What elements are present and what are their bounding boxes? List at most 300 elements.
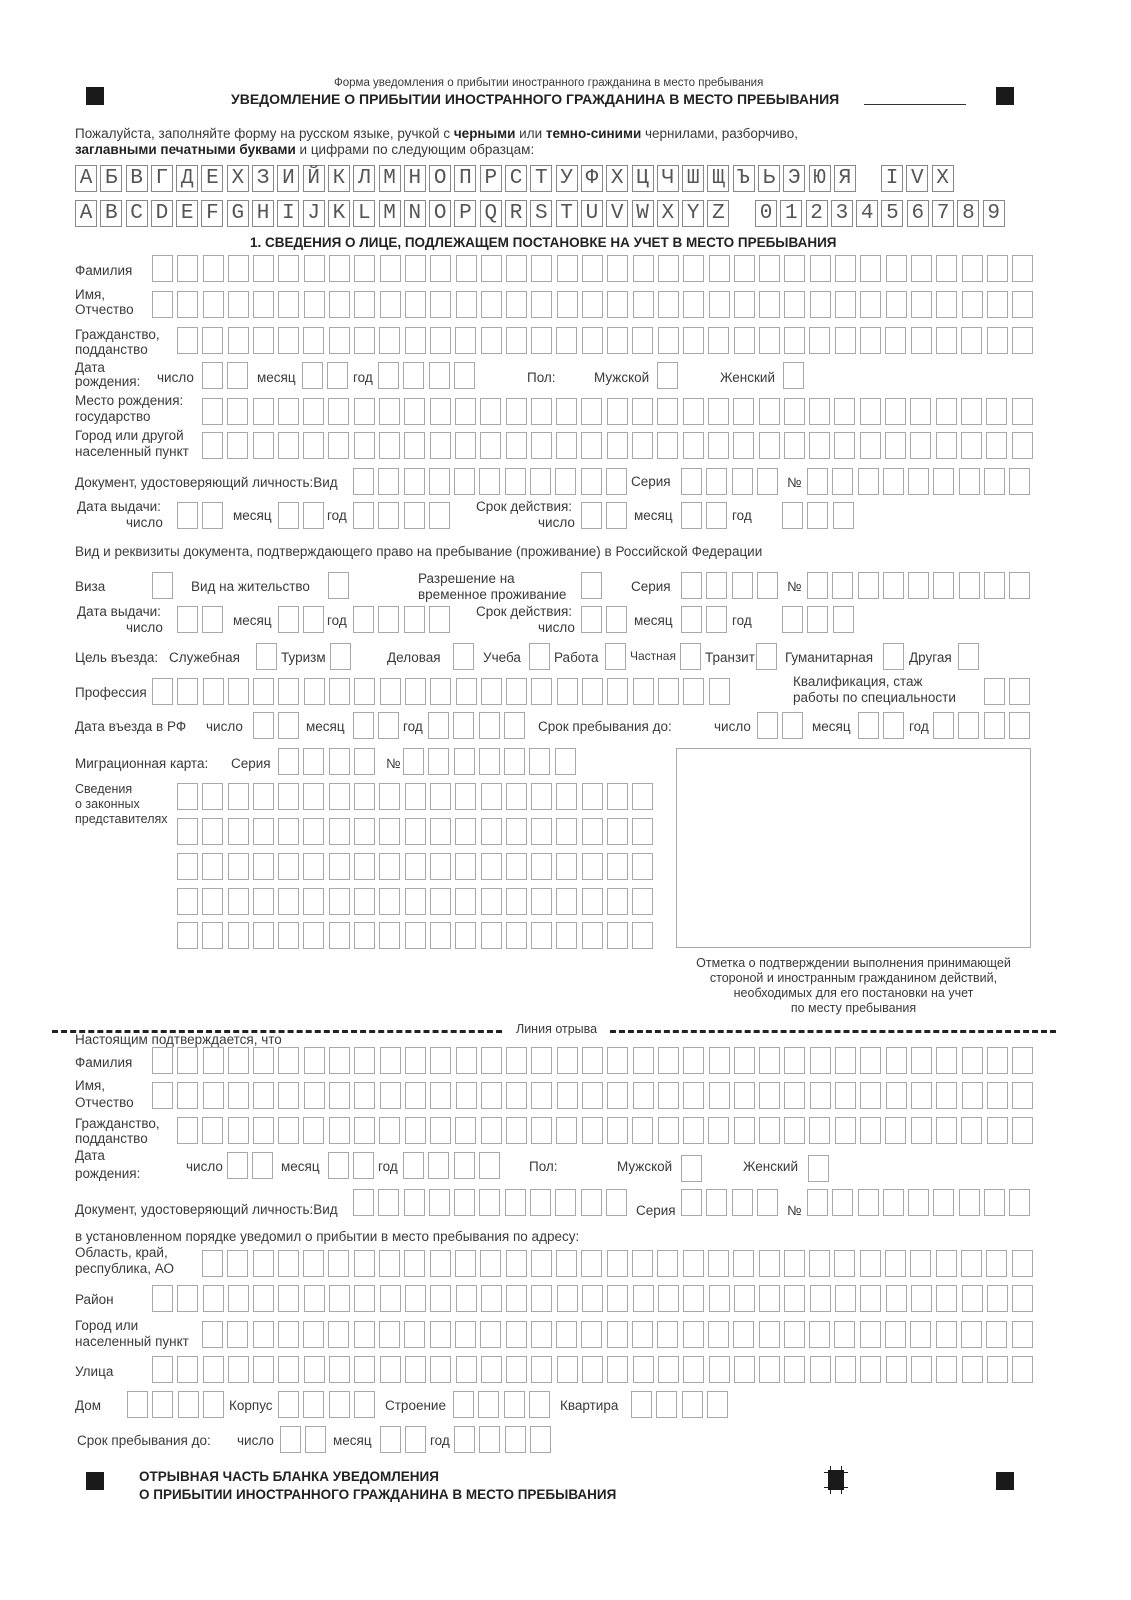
char-cell[interactable]: [278, 255, 299, 282]
char-cell[interactable]: [430, 255, 451, 282]
char-cell[interactable]: [303, 398, 324, 425]
char-cell[interactable]: [681, 502, 702, 529]
char-cell[interactable]: [405, 853, 426, 880]
char-cell[interactable]: [380, 1047, 401, 1074]
char-cell[interactable]: [607, 888, 628, 915]
char-cell[interactable]: [378, 1189, 399, 1216]
char-cell[interactable]: [253, 1285, 274, 1312]
char-cell[interactable]: [504, 1391, 525, 1418]
char-cell[interactable]: [1012, 255, 1033, 282]
char-cell[interactable]: [531, 888, 552, 915]
char-cell[interactable]: [228, 818, 249, 845]
char-cell[interactable]: [177, 1047, 198, 1074]
char-cell[interactable]: [784, 1250, 805, 1277]
char-cell[interactable]: [256, 643, 277, 670]
char-cell[interactable]: [734, 1117, 755, 1144]
char-cell[interactable]: [683, 1047, 704, 1074]
char-cell[interactable]: [987, 1285, 1008, 1312]
char-cell[interactable]: [278, 432, 299, 459]
char-cell[interactable]: [555, 1189, 576, 1216]
char-cell[interactable]: [504, 712, 525, 739]
char-cell[interactable]: [253, 853, 274, 880]
char-cell[interactable]: [683, 1356, 704, 1383]
residence-permit-checkbox[interactable]: [328, 572, 353, 599]
char-cell[interactable]: [557, 1356, 578, 1383]
char-cell[interactable]: [378, 606, 399, 633]
char-cell[interactable]: [454, 468, 475, 495]
char-cell[interactable]: [228, 1285, 249, 1312]
char-cell[interactable]: [278, 1285, 299, 1312]
tear-name-field[interactable]: [152, 1082, 1037, 1109]
char-cell[interactable]: [178, 1391, 199, 1418]
tear-dob-day-field[interactable]: [227, 1152, 278, 1179]
char-cell[interactable]: [784, 432, 805, 459]
char-cell[interactable]: [984, 572, 1005, 599]
char-cell[interactable]: [633, 291, 654, 318]
char-cell[interactable]: [936, 1356, 957, 1383]
char-cell[interactable]: [379, 853, 400, 880]
char-cell[interactable]: [177, 255, 198, 282]
char-cell[interactable]: [1012, 1285, 1033, 1312]
char-cell[interactable]: [202, 1250, 223, 1277]
char-cell[interactable]: [658, 1117, 679, 1144]
char-cell[interactable]: [405, 1285, 426, 1312]
char-cell[interactable]: [885, 327, 906, 354]
char-cell[interactable]: [227, 398, 248, 425]
char-cell[interactable]: [378, 712, 399, 739]
char-cell[interactable]: [329, 1047, 350, 1074]
char-cell[interactable]: [453, 712, 474, 739]
purpose-humanitarian-checkbox[interactable]: [883, 643, 908, 670]
char-cell[interactable]: [1012, 1082, 1033, 1109]
char-cell[interactable]: [253, 818, 274, 845]
char-cell[interactable]: [329, 678, 350, 705]
char-cell[interactable]: [706, 468, 727, 495]
legal-rep-field-4[interactable]: [177, 888, 658, 915]
migration-card-number-field[interactable]: [403, 748, 580, 775]
char-cell[interactable]: [456, 1356, 477, 1383]
apartment-field[interactable]: [631, 1391, 732, 1418]
char-cell[interactable]: [455, 1250, 476, 1277]
char-cell[interactable]: [228, 853, 249, 880]
char-cell[interactable]: [883, 572, 904, 599]
char-cell[interactable]: [709, 255, 730, 282]
char-cell[interactable]: [886, 255, 907, 282]
char-cell[interactable]: [987, 1356, 1008, 1383]
char-cell[interactable]: [681, 468, 702, 495]
res-issue-day-field[interactable]: [177, 606, 228, 633]
city-field[interactable]: [202, 1321, 1037, 1348]
char-cell[interactable]: [1009, 468, 1030, 495]
char-cell[interactable]: [354, 1082, 375, 1109]
char-cell[interactable]: [1012, 327, 1033, 354]
char-cell[interactable]: [227, 1321, 248, 1348]
char-cell[interactable]: [506, 1047, 527, 1074]
char-cell[interactable]: [936, 1285, 957, 1312]
char-cell[interactable]: [278, 1117, 299, 1144]
char-cell[interactable]: [278, 502, 299, 529]
char-cell[interactable]: [430, 783, 451, 810]
char-cell[interactable]: [479, 1426, 500, 1453]
char-cell[interactable]: [253, 1356, 274, 1383]
char-cell[interactable]: [278, 712, 299, 739]
char-cell[interactable]: [379, 783, 400, 810]
char-cell[interactable]: [784, 1047, 805, 1074]
char-cell[interactable]: [203, 1391, 224, 1418]
char-cell[interactable]: [430, 888, 451, 915]
char-cell[interactable]: [380, 1426, 401, 1453]
tear-stay-month-field[interactable]: [380, 1426, 431, 1453]
char-cell[interactable]: [581, 572, 602, 599]
char-cell[interactable]: [379, 327, 400, 354]
char-cell[interactable]: [278, 783, 299, 810]
char-cell[interactable]: [607, 853, 628, 880]
char-cell[interactable]: [228, 1117, 249, 1144]
char-cell[interactable]: [961, 1250, 982, 1277]
char-cell[interactable]: [531, 922, 552, 949]
char-cell[interactable]: [883, 643, 904, 670]
char-cell[interactable]: [657, 432, 678, 459]
char-cell[interactable]: [202, 502, 223, 529]
char-cell[interactable]: [405, 888, 426, 915]
char-cell[interactable]: [278, 1082, 299, 1109]
building-field[interactable]: [278, 1391, 379, 1418]
char-cell[interactable]: [455, 1117, 476, 1144]
char-cell[interactable]: [303, 888, 324, 915]
char-cell[interactable]: [582, 1117, 603, 1144]
char-cell[interactable]: [228, 678, 249, 705]
char-cell[interactable]: [607, 818, 628, 845]
char-cell[interactable]: [807, 606, 828, 633]
char-cell[interactable]: [228, 291, 249, 318]
char-cell[interactable]: [632, 922, 653, 949]
char-cell[interactable]: [531, 291, 552, 318]
char-cell[interactable]: [556, 853, 577, 880]
char-cell[interactable]: [835, 1285, 856, 1312]
char-cell[interactable]: [962, 255, 983, 282]
char-cell[interactable]: [860, 327, 881, 354]
char-cell[interactable]: [581, 502, 602, 529]
char-cell[interactable]: [531, 398, 552, 425]
tear-id-type-field[interactable]: [353, 1189, 631, 1216]
char-cell[interactable]: [456, 1047, 477, 1074]
char-cell[interactable]: [203, 255, 224, 282]
char-cell[interactable]: [556, 818, 577, 845]
char-cell[interactable]: [1012, 398, 1033, 425]
char-cell[interactable]: [278, 818, 299, 845]
char-cell[interactable]: [228, 1356, 249, 1383]
char-cell[interactable]: [278, 853, 299, 880]
char-cell[interactable]: [908, 468, 929, 495]
char-cell[interactable]: [404, 432, 425, 459]
char-cell[interactable]: [910, 1321, 931, 1348]
birthplace-city-field[interactable]: [202, 432, 1037, 459]
stay-year-field[interactable]: [933, 712, 1034, 739]
char-cell[interactable]: [1012, 1047, 1033, 1074]
house-field[interactable]: [127, 1391, 228, 1418]
char-cell[interactable]: [709, 1356, 730, 1383]
char-cell[interactable]: [683, 327, 704, 354]
char-cell[interactable]: [709, 1285, 730, 1312]
char-cell[interactable]: [531, 1250, 552, 1277]
char-cell[interactable]: [404, 398, 425, 425]
char-cell[interactable]: [911, 1356, 932, 1383]
char-cell[interactable]: [329, 1082, 350, 1109]
char-cell[interactable]: [253, 678, 274, 705]
char-cell[interactable]: [227, 1250, 248, 1277]
char-cell[interactable]: [632, 1250, 653, 1277]
char-cell[interactable]: [278, 1250, 299, 1277]
char-cell[interactable]: [379, 1117, 400, 1144]
char-cell[interactable]: [681, 1155, 702, 1182]
char-cell[interactable]: [479, 1152, 500, 1179]
char-cell[interactable]: [582, 888, 603, 915]
char-cell[interactable]: [379, 1321, 400, 1348]
char-cell[interactable]: [607, 1047, 628, 1074]
char-cell[interactable]: [959, 1189, 980, 1216]
char-cell[interactable]: [354, 432, 375, 459]
res-valid-month-field[interactable]: [681, 606, 732, 633]
char-cell[interactable]: [506, 678, 527, 705]
char-cell[interactable]: [506, 432, 527, 459]
char-cell[interactable]: [530, 468, 551, 495]
char-cell[interactable]: [203, 678, 224, 705]
char-cell[interactable]: [582, 853, 603, 880]
char-cell[interactable]: [885, 1321, 906, 1348]
char-cell[interactable]: [430, 1047, 451, 1074]
char-cell[interactable]: [860, 1250, 881, 1277]
char-cell[interactable]: [961, 432, 982, 459]
char-cell[interactable]: [759, 1285, 780, 1312]
char-cell[interactable]: [531, 1285, 552, 1312]
char-cell[interactable]: [607, 1285, 628, 1312]
char-cell[interactable]: [379, 432, 400, 459]
char-cell[interactable]: [177, 922, 198, 949]
char-cell[interactable]: [202, 818, 223, 845]
char-cell[interactable]: [708, 398, 729, 425]
char-cell[interactable]: [607, 1117, 628, 1144]
id-doc-number-field[interactable]: [807, 468, 1035, 495]
char-cell[interactable]: [228, 783, 249, 810]
char-cell[interactable]: [430, 922, 451, 949]
char-cell[interactable]: [430, 678, 451, 705]
char-cell[interactable]: [304, 1047, 325, 1074]
char-cell[interactable]: [732, 572, 753, 599]
char-cell[interactable]: [961, 1117, 982, 1144]
char-cell[interactable]: [481, 853, 502, 880]
char-cell[interactable]: [962, 1047, 983, 1074]
citizenship-field[interactable]: [177, 327, 1037, 354]
char-cell[interactable]: [303, 502, 324, 529]
char-cell[interactable]: [152, 1082, 173, 1109]
char-cell[interactable]: [405, 327, 426, 354]
female-checkbox[interactable]: [783, 362, 808, 389]
char-cell[interactable]: [479, 468, 500, 495]
char-cell[interactable]: [1009, 712, 1030, 739]
char-cell[interactable]: [582, 1356, 603, 1383]
residence-doc-number-field[interactable]: [807, 572, 1035, 599]
char-cell[interactable]: [582, 1082, 603, 1109]
char-cell[interactable]: [708, 327, 729, 354]
char-cell[interactable]: [809, 1250, 830, 1277]
char-cell[interactable]: [177, 1356, 198, 1383]
char-cell[interactable]: [958, 643, 979, 670]
char-cell[interactable]: [986, 1321, 1007, 1348]
char-cell[interactable]: [657, 398, 678, 425]
char-cell[interactable]: [354, 888, 375, 915]
male-checkbox[interactable]: [657, 362, 682, 389]
char-cell[interactable]: [911, 1047, 932, 1074]
char-cell[interactable]: [202, 398, 223, 425]
char-cell[interactable]: [632, 432, 653, 459]
char-cell[interactable]: [709, 1082, 730, 1109]
char-cell[interactable]: [253, 291, 274, 318]
char-cell[interactable]: [808, 1155, 829, 1182]
char-cell[interactable]: [984, 468, 1005, 495]
char-cell[interactable]: [202, 362, 223, 389]
char-cell[interactable]: [329, 291, 350, 318]
char-cell[interactable]: [733, 1321, 754, 1348]
birthplace-country-field[interactable]: [202, 398, 1037, 425]
char-cell[interactable]: [303, 1250, 324, 1277]
char-cell[interactable]: [834, 398, 855, 425]
qualification-field[interactable]: [984, 678, 1035, 705]
char-cell[interactable]: [606, 502, 627, 529]
char-cell[interactable]: [734, 1285, 755, 1312]
char-cell[interactable]: [582, 1285, 603, 1312]
char-cell[interactable]: [757, 712, 778, 739]
char-cell[interactable]: [353, 1152, 374, 1179]
street-field[interactable]: [152, 1356, 1037, 1383]
migration-card-series-field[interactable]: [278, 748, 379, 775]
char-cell[interactable]: [581, 606, 602, 633]
char-cell[interactable]: [479, 748, 500, 775]
char-cell[interactable]: [380, 1082, 401, 1109]
char-cell[interactable]: [807, 502, 828, 529]
char-cell[interactable]: [582, 1047, 603, 1074]
char-cell[interactable]: [329, 1285, 350, 1312]
char-cell[interactable]: [835, 1356, 856, 1383]
char-cell[interactable]: [253, 1321, 274, 1348]
char-cell[interactable]: [430, 327, 451, 354]
char-cell[interactable]: [481, 255, 502, 282]
char-cell[interactable]: [202, 432, 223, 459]
char-cell[interactable]: [329, 1391, 350, 1418]
char-cell[interactable]: [227, 432, 248, 459]
char-cell[interactable]: [556, 783, 577, 810]
char-cell[interactable]: [353, 712, 374, 739]
char-cell[interactable]: [302, 362, 323, 389]
char-cell[interactable]: [404, 1250, 425, 1277]
char-cell[interactable]: [658, 255, 679, 282]
char-cell[interactable]: [556, 1321, 577, 1348]
char-cell[interactable]: [910, 1250, 931, 1277]
char-cell[interactable]: [883, 712, 904, 739]
char-cell[interactable]: [607, 255, 628, 282]
char-cell[interactable]: [759, 327, 780, 354]
char-cell[interactable]: [1012, 1117, 1033, 1144]
char-cell[interactable]: [354, 255, 375, 282]
char-cell[interactable]: [278, 1356, 299, 1383]
char-cell[interactable]: [557, 291, 578, 318]
char-cell[interactable]: [582, 678, 603, 705]
char-cell[interactable]: [328, 1321, 349, 1348]
char-cell[interactable]: [405, 818, 426, 845]
char-cell[interactable]: [605, 643, 626, 670]
char-cell[interactable]: [633, 678, 654, 705]
char-cell[interactable]: [707, 1391, 728, 1418]
profession-field[interactable]: [152, 678, 734, 705]
char-cell[interactable]: [606, 468, 627, 495]
char-cell[interactable]: [455, 783, 476, 810]
char-cell[interactable]: [506, 1356, 527, 1383]
char-cell[interactable]: [253, 712, 274, 739]
char-cell[interactable]: [860, 255, 881, 282]
char-cell[interactable]: [531, 1082, 552, 1109]
char-cell[interactable]: [480, 398, 501, 425]
char-cell[interactable]: [557, 1047, 578, 1074]
char-cell[interactable]: [556, 922, 577, 949]
char-cell[interactable]: [303, 1391, 324, 1418]
char-cell[interactable]: [378, 362, 399, 389]
char-cell[interactable]: [329, 783, 350, 810]
char-cell[interactable]: [404, 1321, 425, 1348]
char-cell[interactable]: [858, 1189, 879, 1216]
char-cell[interactable]: [911, 1285, 932, 1312]
char-cell[interactable]: [177, 1285, 198, 1312]
char-cell[interactable]: [455, 853, 476, 880]
char-cell[interactable]: [456, 255, 477, 282]
char-cell[interactable]: [810, 1285, 831, 1312]
stay-day-field[interactable]: [757, 712, 808, 739]
char-cell[interactable]: [253, 255, 274, 282]
char-cell[interactable]: [607, 922, 628, 949]
char-cell[interactable]: [328, 398, 349, 425]
visa-checkbox[interactable]: [152, 572, 177, 599]
purpose-service-checkbox[interactable]: [256, 643, 281, 670]
char-cell[interactable]: [430, 853, 451, 880]
char-cell[interactable]: [481, 922, 502, 949]
tear-female-checkbox[interactable]: [808, 1155, 833, 1182]
char-cell[interactable]: [403, 1152, 424, 1179]
char-cell[interactable]: [405, 678, 426, 705]
tear-dob-year-field[interactable]: [403, 1152, 504, 1179]
char-cell[interactable]: [555, 468, 576, 495]
char-cell[interactable]: [962, 291, 983, 318]
char-cell[interactable]: [658, 1285, 679, 1312]
char-cell[interactable]: [530, 1189, 551, 1216]
char-cell[interactable]: [304, 291, 325, 318]
char-cell[interactable]: [809, 1321, 830, 1348]
res-issue-year-field[interactable]: [353, 606, 454, 633]
char-cell[interactable]: [506, 291, 527, 318]
char-cell[interactable]: [453, 1391, 474, 1418]
char-cell[interactable]: [809, 327, 830, 354]
char-cell[interactable]: [632, 888, 653, 915]
char-cell[interactable]: [278, 1047, 299, 1074]
char-cell[interactable]: [354, 1391, 375, 1418]
char-cell[interactable]: [581, 1189, 602, 1216]
char-cell[interactable]: [759, 1082, 780, 1109]
char-cell[interactable]: [531, 1321, 552, 1348]
char-cell[interactable]: [506, 818, 527, 845]
char-cell[interactable]: [683, 1082, 704, 1109]
char-cell[interactable]: [1012, 432, 1033, 459]
char-cell[interactable]: [202, 606, 223, 633]
char-cell[interactable]: [429, 606, 450, 633]
char-cell[interactable]: [329, 255, 350, 282]
char-cell[interactable]: [354, 398, 375, 425]
